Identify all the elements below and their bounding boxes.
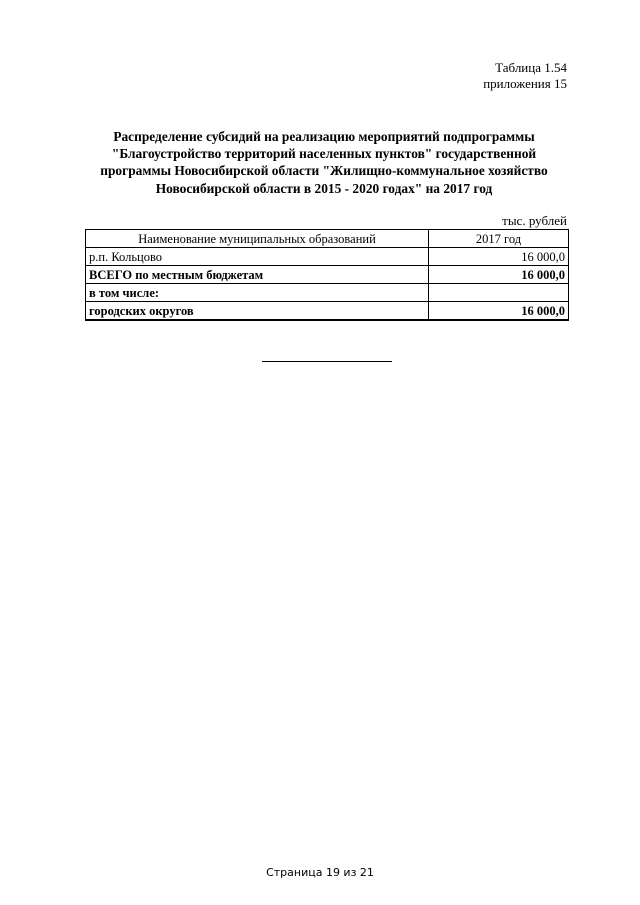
document-title	[80, 128, 568, 197]
appendix-label: приложения 15	[483, 76, 567, 91]
column-header-municipality: Наименование муниципальных образований	[86, 230, 429, 248]
table-number-label: Таблица 1.54	[495, 60, 567, 75]
municipality-name-cell: р.п. Кольцово	[86, 248, 429, 266]
table-header-row	[86, 230, 569, 248]
title-line: Новосибирской области в 2015 - 2020 годах" на 2017 год	[155, 180, 493, 196]
table-row-including	[86, 284, 569, 302]
urban-districts-amount-cell: 16 000,0	[429, 302, 569, 321]
title-line: "Благоустройство территорий населенных пунктов" государственной	[111, 146, 537, 162]
table-reference	[483, 60, 567, 92]
subsidy-table	[85, 229, 569, 321]
amount-cell: 16 000,0	[429, 248, 569, 266]
title-line: Распределение субсидий на реализацию мероприятий подпрограммы	[113, 129, 535, 144]
separator-line	[262, 361, 392, 362]
total-amount-cell: 16 000,0	[429, 266, 569, 284]
including-amount-cell	[429, 284, 569, 302]
table-row	[86, 248, 569, 266]
table-row-total	[86, 266, 569, 284]
including-label-cell: в том числе:	[86, 284, 429, 302]
column-header-year: 2017 год	[429, 230, 569, 248]
urban-districts-label-cell: городских округов	[86, 302, 429, 321]
page-footer: Страница 19 из 21	[266, 866, 374, 879]
total-label-cell: ВСЕГО по местным бюджетам	[86, 266, 429, 284]
table-row-urban-districts	[86, 302, 569, 321]
title-line: программы Новосибирской области "Жилищно-коммунальное хозяйство	[100, 163, 548, 179]
units-label: тыс. рублей	[502, 213, 567, 228]
